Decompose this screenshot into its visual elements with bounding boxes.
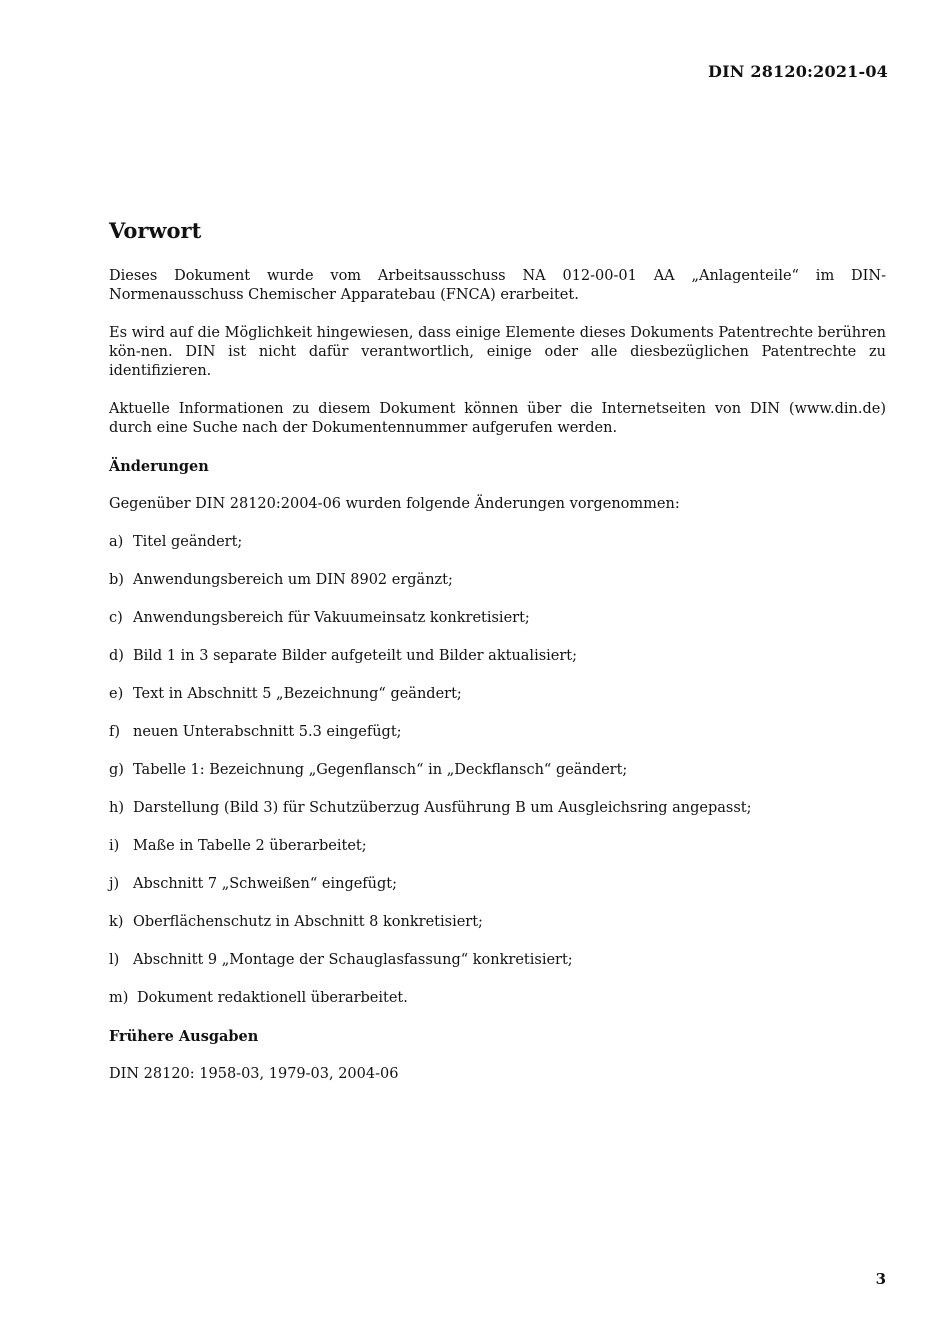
list-marker: i) — [109, 838, 120, 854]
list-item — [109, 837, 886, 856]
list-item — [109, 761, 886, 780]
list-item-text: Darstellung (Bild 3) für Schutzüberzug Ausführung B um Ausgleichsring angepasst; — [133, 800, 752, 816]
list-marker: k) — [109, 914, 124, 930]
list-item — [109, 533, 886, 552]
page-title: Vorwort — [109, 218, 202, 243]
list-item-text: Abschnitt 7 „Schweißen“ eingefügt; — [133, 876, 398, 892]
list-marker: g) — [109, 762, 124, 778]
list-item-text: Abschnitt 9 „Montage der Schauglasfassung“ konkretisiert; — [133, 952, 573, 968]
document-id: DIN 28120:2021-04 — [708, 62, 888, 81]
list-item-text: neuen Unterabschnitt 5.3 eingefügt; — [133, 724, 402, 740]
list-item — [109, 609, 886, 628]
list-item-text: Anwendungsbereich für Vakuumeinsatz konkretisiert; — [133, 610, 530, 626]
list-marker: f) — [109, 724, 121, 740]
list-item — [109, 989, 886, 1008]
list-marker: j) — [109, 876, 120, 892]
list-item — [109, 913, 886, 932]
list-item — [109, 951, 886, 970]
foreword-paragraph-1: Dieses Dokument wurde vom Arbeitsausschuss NA 012-00-01 AA „Anlagenteile“ im DIN-Normenausschuss Chemischer Apparatebau (FNCA) erarbeitet. — [109, 268, 886, 303]
list-marker: h) — [109, 800, 124, 816]
page-content — [109, 216, 886, 1103]
list-marker: a) — [109, 534, 124, 550]
list-marker: b) — [109, 572, 124, 588]
list-item — [109, 571, 886, 590]
list-marker: d) — [109, 648, 124, 664]
list-item — [109, 875, 886, 894]
list-item — [109, 723, 886, 742]
list-item — [109, 799, 886, 818]
previous-editions-text: DIN 28120: 1958-03, 1979-03, 2004-06 — [109, 1066, 399, 1082]
foreword-paragraph-2: Es wird auf die Möglichkeit hingewiesen, dass einige Elemente dieses Dokuments Patentrechte berühren kön-nen. DIN ist nicht dafür verantwortlich, einige oder alle diesbezüglichen Patentrechte zu identifizieren. — [109, 325, 886, 379]
list-item-text: Oberflächenschutz in Abschnitt 8 konkretisiert; — [133, 914, 483, 930]
list-item-text: Anwendungsbereich um DIN 8902 ergänzt; — [133, 572, 453, 588]
changes-intro: Gegenüber DIN 28120:2004-06 wurden folgende Änderungen vorgenommen: — [109, 496, 680, 512]
list-item-text: Tabelle 1: Bezeichnung „Gegenflansch“ in „Deckflansch“ geändert; — [133, 762, 628, 778]
changes-list — [109, 533, 886, 1008]
list-item-text: Text in Abschnitt 5 „Bezeichnung“ geändert; — [133, 686, 462, 702]
page-number: 3 — [875, 1270, 886, 1288]
previous-editions-heading: Frühere Ausgaben — [109, 1028, 259, 1045]
list-item — [109, 647, 886, 666]
list-marker: e) — [109, 686, 124, 702]
list-marker: l) — [109, 952, 120, 968]
changes-heading: Änderungen — [109, 458, 209, 475]
list-item — [109, 685, 886, 704]
list-marker: c) — [109, 610, 123, 626]
list-item-text: Titel geändert; — [133, 534, 243, 550]
list-marker: m) — [109, 990, 129, 1006]
list-item-text: Dokument redaktionell überarbeitet. — [137, 990, 408, 1006]
list-item-text: Maße in Tabelle 2 überarbeitet; — [133, 838, 367, 854]
foreword-paragraph-3: Aktuelle Informationen zu diesem Dokument können über die Internetseiten von DIN (www.din.de) durch eine Suche nach der Dokumentennummer aufgerufen werden. — [109, 401, 886, 436]
list-item-text: Bild 1 in 3 separate Bilder aufgeteilt und Bilder aktualisiert; — [133, 648, 578, 664]
